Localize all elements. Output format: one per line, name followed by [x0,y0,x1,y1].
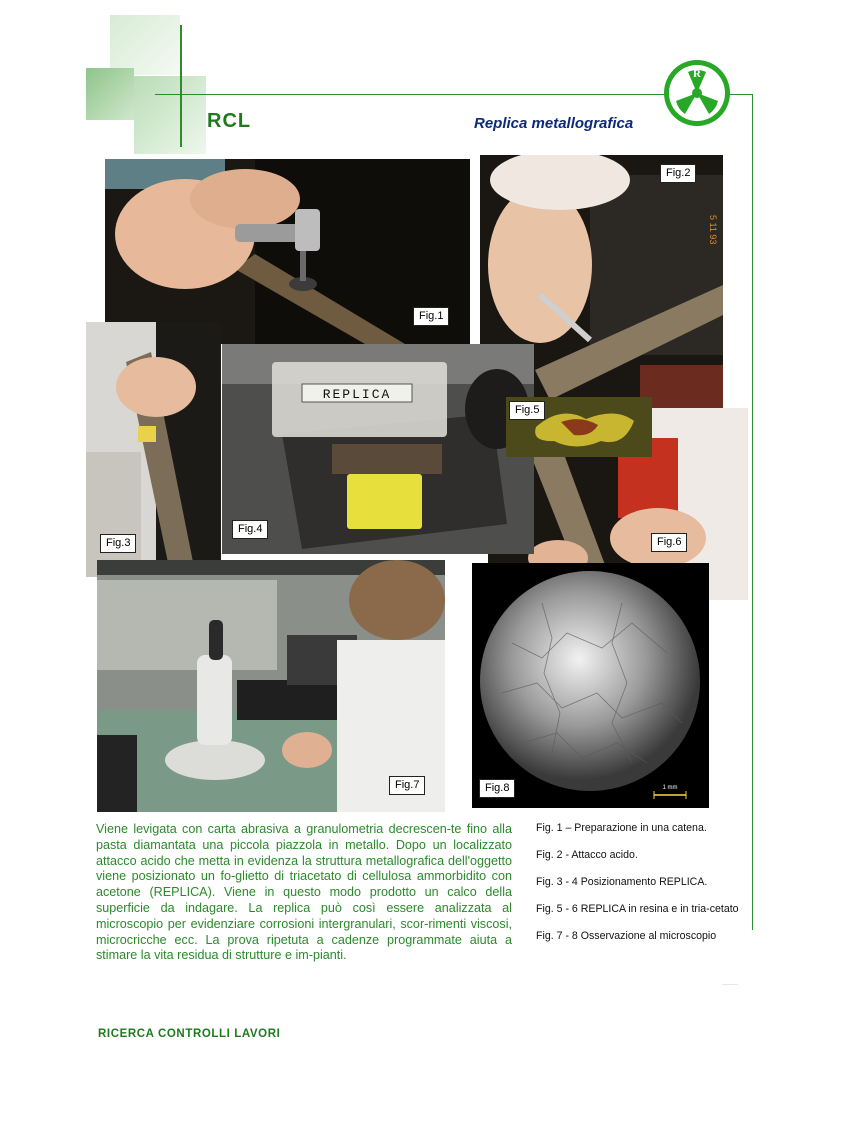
header-decoration-square [86,68,134,120]
footer-tagline: RICERCA CONTROLLI LAVORI [98,1028,281,1040]
caption-item: Fig. 7 - 8 Osservazione al microscopio [536,930,717,942]
photo-fig5 [506,397,652,457]
figure-captions [536,822,748,957]
photo-fig7 [97,560,445,812]
logo-letter-c: C [678,99,686,111]
caption-item: Fig. 3 - 4 Posizionamento REPLICA. [536,876,708,888]
photo-date-stamp: 5 11 93 [708,215,718,245]
decorative-mark [722,984,738,985]
figure-label: Fig.5 [509,401,545,420]
figure-label: Fig.1 [413,307,449,326]
figure-label: Fig.6 [651,533,687,552]
logo-letter-r: R [693,68,701,80]
figure-label: Fig.7 [389,776,425,795]
right-margin-rule [752,94,753,930]
scale-bar-label: 1 mm [662,785,678,791]
page-title: Replica metallografica [474,115,634,132]
rcl-logo [662,58,732,128]
replica-sign-text: REPLICA [322,387,392,402]
photo-fig4 [222,344,534,554]
figure-label: Fig.4 [232,520,268,539]
photo-fig8 [472,563,709,808]
photo-fig1 [105,159,470,344]
header-decoration-square [134,76,206,154]
body-paragraph: Viene levigata con carta abrasiva a granulometria decrescen-te fino alla pasta diamantata una piccola piazzola in metallo. Dopo un localizzato attacco acido che metta in evidenza la struttura metallografica dell'oggetto viene posizionato un fo-glietto di triacetato di cellulosa ammorbidito con acetone (REPLICA). Viene in questo modo prodotto un calco della superficie da indagare. La replica può così essere analizzata al microscopio per evidenziare corrosioni intergranulari, scor-rimenti viscosi, microcricche ecc. La prova ripetuta a cadenze programmate aiuta a stimare la vita residua di strutture e im-pianti. [96,822,512,963]
figure-label: Fig.8 [479,779,515,798]
caption-item: Fig. 5 - 6 REPLICA in resina e in tria-cetato [536,903,739,915]
caption-item: Fig. 2 - Attacco acido. [536,849,638,861]
logo-letter-l: L [708,99,716,111]
header-decoration-square [110,15,180,75]
header-vertical-rule [180,25,182,147]
figure-label: Fig.3 [100,534,136,553]
caption-item: Fig. 1 – Preparazione in una catena. [536,822,707,834]
figure-label: Fig.2 [660,164,696,183]
brand-name: RCL [207,110,252,132]
photo-fig3 [86,322,221,577]
